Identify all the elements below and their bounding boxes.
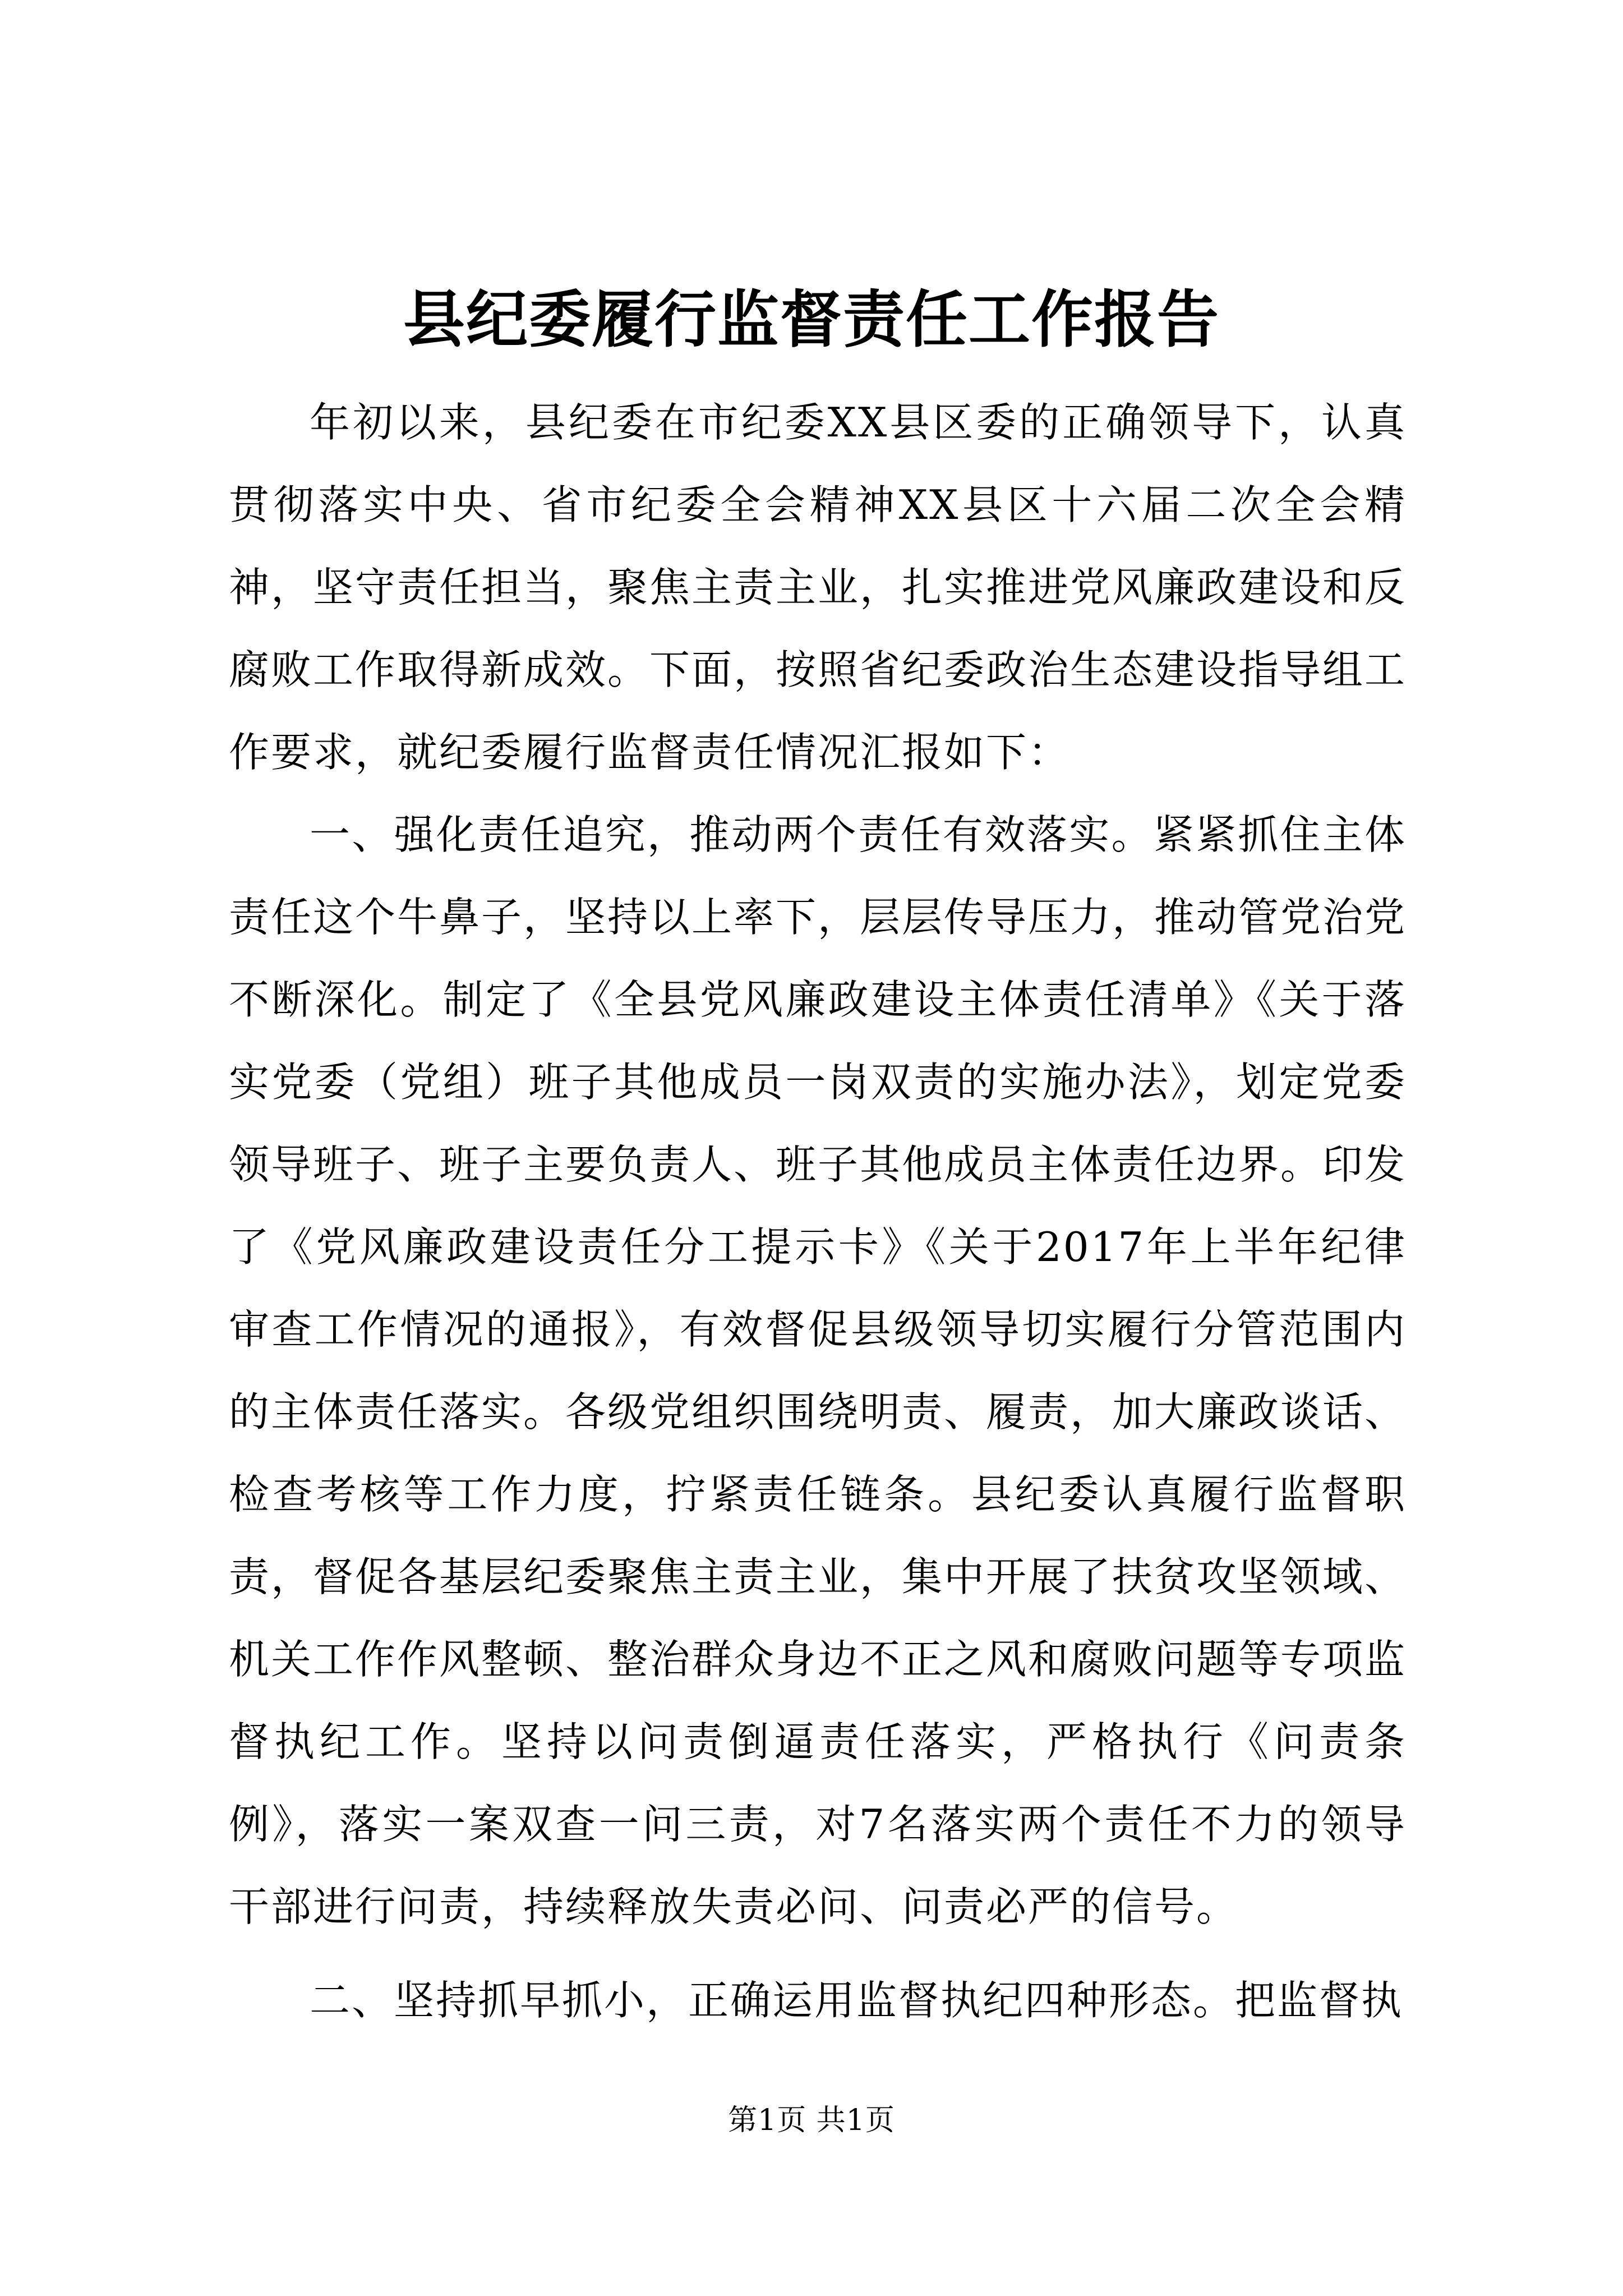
paragraph-section-2: 二、坚持抓早抓小，正确运用监督执纪四种形态。把监督执 xyxy=(310,1977,1404,2024)
paragraph-section-1: 一、强化责任追究，推动两个责任有效落实。紧紧抓住主体责任这个牛鼻子，坚持以上率下，层层传导压力，推动管党治党不断深化。制定了《全县党风廉政建设主体责任清单》《关于落实党委（党组）班子其他成员一岗双责的实施办法》，划定党委领导班子、班子主要负责人、班子其他成员主体责任边界。印发了《党风廉政建设责任分工提示卡》《关于2017年上半年纪律审查工作情况的通报》，有效督促县级领导切实履行分管范围内的主体责任落实。各级党组织围绕明责、履责，加大廉政谈话、检查考核等工作力度，拧紧责任链条。县纪委认真履行监督职责，督促各基层纪委聚焦主责主业，集中开展了扶贫攻坚领域、机关工作作风整顿、整治群众身边不正之风和腐败问题等专项监督执纪工作。坚持以问责倒逼责任落实，严格执行《问责条例》，落实一案双查一问三责，对7名落实两个责任不力的领导干部进行问责，持续释放失责必问、问责必严的信号。 xyxy=(229,811,1407,1930)
document-body xyxy=(229,381,1407,2042)
page-number-footer: 第1页 共1页 xyxy=(728,2104,895,2137)
paragraph-intro: 年初以来，县纪委在市纪委XX县区委的正确领导下，认真贯彻落实中央、省市纪委全会精神XX县区十六届二次全会精神，坚守责任担当，聚焦主责主业，扎实推进党风廉政建设和反腐败工作取得新成效。下面，按照省纪委政治生态建设指导组工作要求，就纪委履行监督责任情况汇报如下： xyxy=(229,399,1407,776)
document-title: 县纪委履行监督责任工作报告 xyxy=(403,283,1220,356)
